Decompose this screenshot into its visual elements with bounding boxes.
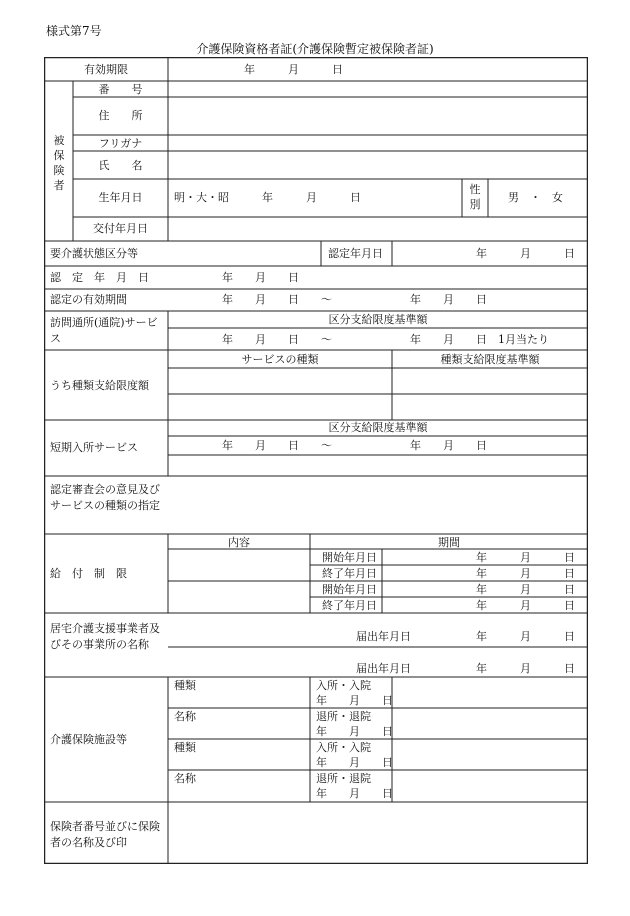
sex-value: 男 ・ 女 (508, 191, 563, 204)
cert-period-to: 年 月 日 (410, 293, 487, 306)
certification-date-label: 認 定 年 月 日 (50, 271, 149, 284)
certificate-form (44, 57, 588, 864)
facility-kind-label-2: 種類 (174, 741, 196, 754)
sex-label: 性別 (469, 183, 481, 211)
document-title: 介護保険資格者証(介護保険暫定被保険者証) (196, 42, 434, 56)
validity-label: 有効期限 (84, 63, 128, 76)
facility-leave-date-1: 年 月 日 (316, 725, 393, 738)
validity-date: 年 月 日 (244, 63, 343, 76)
restriction-start-label-1: 開始年月日 (322, 551, 377, 564)
facility-enter-label-2: 入所・入院 (316, 741, 371, 754)
facility-name-label-2: 名称 (174, 772, 196, 785)
care-facility-label: 介護保険施設等 (50, 733, 127, 746)
birth-date-label: 生年月日 (98, 191, 143, 204)
insured-furigana-label: フリガナ (98, 137, 143, 150)
birth-date-value: 明・大・昭 年 月 日 (174, 191, 361, 204)
cert-date-label: 認定年月日 (328, 247, 383, 260)
care-level-label: 要介護状態区分等 (50, 247, 138, 260)
insured-number-label: 番 号 (98, 83, 143, 96)
facility-leave-label-2: 退所・退院 (316, 772, 371, 785)
facility-enter-label-1: 入所・入院 (316, 679, 371, 692)
facility-enter-date-2: 年 月 日 (316, 756, 393, 769)
insured-name-label: 氏 名 (98, 159, 143, 172)
visit-service-label: 訪問通所(通院)サービス (50, 316, 158, 345)
cert-period-from: 年 月 日 ～ (222, 293, 332, 306)
restriction-end-label-2: 終了年月日 (322, 599, 377, 612)
type-limit-amount-header: 種類支給限度基準額 (440, 353, 540, 366)
short-stay-header: 区分支給限度基準額 (328, 421, 428, 434)
benefit-restriction-label: 給 付 制 限 (50, 567, 127, 580)
care-support-notify-label-1: 届出年月日 (356, 630, 411, 643)
restriction-end-date-2: 年 月 日 (476, 599, 575, 612)
short-stay-label: 短期入所サービス (50, 441, 138, 454)
form-number: 様式第7号 (46, 24, 102, 38)
facility-leave-date-2: 年 月 日 (316, 787, 393, 800)
insurer-label: 保険者番号並びに保険者の名称及び印 (50, 820, 160, 849)
facility-enter-date-1: 年 月 日 (316, 694, 393, 707)
visit-service-from: 年 月 日 ～ (222, 333, 332, 346)
restriction-start-date-2: 年 月 日 (476, 583, 575, 596)
care-support-notify-label-2: 届出年月日 (356, 662, 411, 675)
restriction-end-label-1: 終了年月日 (322, 567, 377, 580)
review-opinion-label: 認定審査会の意見及びサービスの種類の指定 (50, 483, 160, 512)
care-support-provider-label: 居宅介護支援事業者及びその事業所の名称 (50, 622, 160, 651)
facility-kind-label-1: 種類 (174, 679, 196, 692)
restriction-start-label-2: 開始年月日 (322, 583, 377, 596)
certification-date-value: 年 月 日 (222, 271, 299, 284)
facility-name-label-1: 名称 (174, 710, 196, 723)
restriction-end-date-1: 年 月 日 (476, 567, 575, 580)
short-stay-to: 年 月 日 (410, 439, 487, 452)
short-stay-from: 年 月 日 ～ (222, 439, 332, 452)
facility-leave-label-1: 退所・退院 (316, 710, 371, 723)
restriction-period-header: 期間 (438, 536, 460, 549)
cert-period-label: 認定の有効期間 (50, 293, 127, 306)
visit-service-to: 年 月 日 1月当たり (410, 333, 549, 346)
insured-section-label: 被保険者 (53, 134, 65, 192)
restriction-start-date-1: 年 月 日 (476, 551, 575, 564)
restriction-content-header: 内容 (228, 536, 250, 549)
visit-service-header: 区分支給限度基準額 (328, 313, 428, 326)
type-limit-label: うち種類支給限度額 (50, 379, 149, 392)
service-type-header: サービスの種類 (241, 353, 319, 366)
cert-date-value: 年 月 日 (476, 247, 575, 260)
insured-address-label: 住 所 (98, 109, 143, 122)
issue-date-label: 交付年月日 (93, 222, 148, 235)
care-support-notify-date-2: 年 月 日 (476, 662, 575, 675)
care-support-notify-date-1: 年 月 日 (476, 630, 575, 643)
